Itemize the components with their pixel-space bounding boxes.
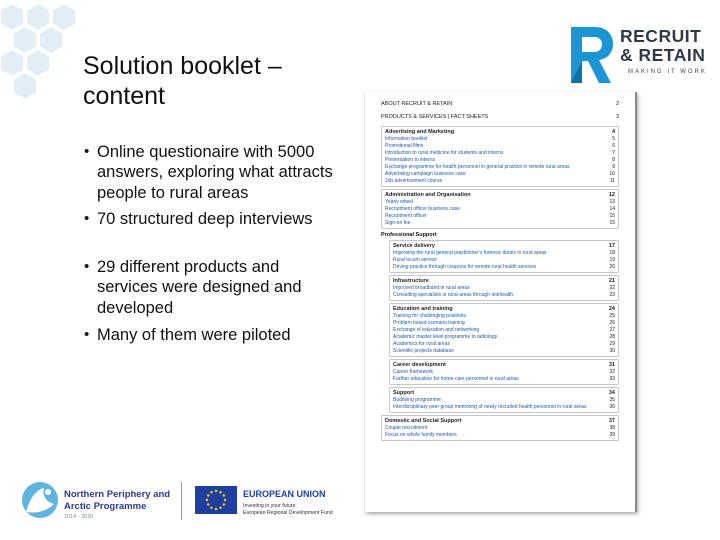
toc-entry-label: Exchange programme for health personnel in general practice in remote rural areas: [385, 164, 570, 170]
toc-entry-page-number: 35: [609, 397, 615, 403]
toc-section-heading: [393, 389, 615, 397]
toc-entry: [393, 285, 615, 292]
toc-entry: [385, 136, 615, 143]
toc-entry-page-number: 26: [609, 320, 615, 326]
npa-programme-logo-icon: [20, 480, 62, 520]
toc-entry-label: Improved broadband in rural areas: [393, 285, 470, 291]
toc-section-heading-page-number: 24: [608, 306, 615, 312]
toc-entry: [385, 157, 615, 164]
toc-top-entry-label: ABOUT RECRUIT & RETAIN: [381, 101, 453, 107]
toc-section-heading-page-number: 21: [608, 278, 615, 284]
toc-entry: [385, 220, 615, 227]
toc-entry-page-number: 6: [612, 143, 615, 149]
toc-section-heading-page-number: 4: [611, 129, 615, 135]
toc-entry-page-number: 9: [612, 164, 615, 170]
toc-section: [389, 275, 619, 301]
toc-entry-label: Recruitment officer: [385, 213, 427, 219]
toc-top-entry-page-number: 3: [615, 114, 619, 120]
toc-section-heading-label: Support: [393, 390, 415, 396]
toc-entry-label: Yearly wheel: [385, 199, 414, 205]
toc-entry-label: Buddying programme: [393, 397, 441, 403]
booklet-contents-page: [365, 92, 637, 512]
toc-entry-page-number: 23: [609, 292, 615, 298]
toc-entry-page-number: 27: [609, 327, 615, 333]
toc-section-heading-page-number: 12: [608, 192, 615, 198]
npa-programme-name: Northern Periphery and Arctic Programme: [64, 489, 171, 512]
r-letter-logo-icon: [569, 25, 613, 83]
toc-entry-label: Career framework: [393, 369, 434, 375]
toc-entry-page-number: 14: [609, 206, 615, 212]
toc-entry-page-number: 15: [609, 213, 615, 219]
logo-tagline: MAKING IT WORK: [628, 69, 707, 75]
toc-entry-page-number: 29: [609, 341, 615, 347]
toc-entry: [393, 376, 615, 383]
toc-entry-label: Improving the rural general practitioner's forensic duties in rural areas: [393, 250, 547, 256]
toc-entry-page-number: 15: [609, 220, 615, 226]
toc-entry: [393, 369, 615, 376]
toc-section: [381, 126, 619, 187]
toc-section-heading-label: Infrastructure: [393, 278, 429, 284]
toc-entry-page-number: 30: [609, 348, 615, 354]
toc-section: [389, 240, 619, 273]
toc-section-heading: [385, 191, 615, 199]
toc-section-heading-label: Education and training: [393, 306, 453, 312]
toc-entry-page-number: 11: [609, 178, 615, 184]
toc-entry-page-number: 22: [609, 285, 615, 291]
toc-entry-page-number: 33: [609, 376, 615, 382]
toc-entry-label: Scientific projects database: [393, 348, 454, 354]
toc-entry-label: Exchange of education and networking: [393, 327, 480, 333]
toc-entry: [393, 264, 615, 271]
toc-entry-label: Driving practice through coupons for remote rural health services: [393, 264, 537, 270]
toc-entry-page-number: 18: [609, 250, 615, 256]
toc-section: [381, 189, 619, 229]
toc-section-heading-label: Domestic and Social Support: [385, 418, 462, 424]
toc-section-heading-page-number: 17: [608, 243, 615, 249]
toc-entry-label: Focus on whole family members: [385, 432, 457, 438]
toc-entry-label: Interdisciplinary peer group mentoring of newly recruited health personnel in rural areas: [393, 404, 587, 410]
bullet-item: • 70 structured deep interviews: [84, 209, 334, 229]
toc-entry: [385, 206, 615, 213]
toc-entry-page-number: 32: [609, 369, 615, 375]
toc-section: [389, 303, 619, 357]
toc-entry-label: Information booklet: [385, 136, 428, 142]
toc-entry-page-number: 39: [609, 432, 615, 438]
slide-title: Solution booklet – content: [83, 52, 282, 110]
bullet-item: • Many of them were piloted: [84, 325, 334, 345]
toc-section-heading-label: Administration and Organisation: [385, 192, 471, 198]
toc-section-heading-label: Service delivery: [393, 243, 435, 249]
bullet-list: [84, 142, 334, 345]
eu-flag-icon: [195, 486, 237, 514]
eu-subtitle: Investing in your future European Regional Development Fund: [243, 503, 333, 516]
toc-entry: [393, 327, 615, 334]
toc-entry-page-number: 7: [612, 150, 615, 156]
logo-wordmark: RECRUIT & RETAIN: [620, 26, 706, 65]
toc-entry-page-number: 20: [609, 264, 615, 270]
toc-entry-page-number: 5: [612, 136, 615, 142]
toc-entry: [385, 432, 615, 439]
toc-entry-label: Consulting specialists in rural areas through telehealth: [393, 292, 514, 298]
toc-section: [389, 387, 619, 413]
toc-section-heading-page-number: 31: [608, 362, 615, 368]
toc-entry: [393, 348, 615, 355]
toc-entry: [385, 150, 615, 157]
toc-entry: [393, 341, 615, 348]
toc-section-heading-label: Advertising and Marketing: [385, 129, 455, 135]
toc-entry-label: Recruitment officer business case: [385, 206, 460, 212]
toc-entry-label: Promotional films: [385, 143, 424, 149]
toc-entry: [385, 164, 615, 171]
toc-entry: [393, 313, 615, 320]
toc-entry: [393, 320, 615, 327]
toc-top-entry: [381, 113, 619, 121]
toc-section-heading: [393, 305, 615, 313]
toc-entry-label: Further education for home-care personnel in rural areas: [393, 376, 519, 382]
toc-entry: [393, 397, 615, 404]
toc-part-heading: Professional Support: [381, 232, 437, 238]
toc-entry-page-number: 36: [609, 404, 615, 410]
toc-entry: [393, 250, 615, 257]
toc-entry-page-number: 19: [609, 257, 615, 263]
toc-entry-page-number: 10: [609, 171, 615, 177]
toc-section-heading-page-number: 37: [608, 418, 615, 424]
toc-entry-label: Advertising campaign business case: [385, 171, 466, 177]
toc-top-entry: [381, 100, 619, 108]
toc-top-entry-page-number: 2: [615, 101, 619, 107]
toc-entry-page-number: 28: [609, 334, 615, 340]
bullet-item: • 29 different products and services were designed and developed: [84, 257, 334, 318]
toc-section-heading: [385, 417, 615, 425]
toc-entry-label: Academic master level programme in radiology: [393, 334, 498, 340]
table-of-contents: [381, 100, 619, 443]
toc-entry-page-number: 25: [609, 313, 615, 319]
toc-entry: [393, 404, 615, 411]
toc-entry-label: Sign-on fee: [385, 220, 411, 226]
recruit-retain-logo: [567, 23, 707, 85]
toc-section-heading-page-number: 34: [608, 390, 615, 396]
toc-entry-label: Problem based scenario training: [393, 320, 465, 326]
toc-entry: [385, 171, 615, 178]
toc-section-heading: [385, 128, 615, 136]
toc-entry-label: Introduction to rural medicine for students and interns: [385, 150, 504, 156]
toc-section-heading: [393, 361, 615, 369]
toc-entry: [385, 143, 615, 150]
toc-entry: [385, 199, 615, 206]
toc-entry-label: Academics for rural areas: [393, 341, 450, 347]
footer-divider: [181, 482, 182, 520]
toc-section-heading-label: Career development: [393, 362, 446, 368]
toc-section: [389, 359, 619, 385]
npa-programme-years: 2014 - 2020: [64, 514, 94, 520]
toc-entry-page-number: 8: [612, 157, 615, 163]
toc-entry: [385, 425, 615, 432]
eu-title: EUROPEAN UNION: [243, 489, 326, 499]
toc-entry-page-number: 13: [609, 199, 615, 205]
toc-entry-label: Job advertisement course: [385, 178, 443, 184]
bullet-item: • Online questionaire with 5000 answers, exploring what attracts people to rural areas: [84, 142, 334, 203]
toc-professional-support-group: [389, 240, 619, 413]
toc-entry-label: Presentation to interns: [385, 157, 436, 163]
toc-entry-label: Couple recruitment: [385, 425, 428, 431]
toc-entry-page-number: 38: [609, 425, 615, 431]
toc-entry: [393, 292, 615, 299]
toc-entry-label: Training for challenging positions: [393, 313, 466, 319]
toc-top-entry-label: PRODUCTS & SERVICES | FACT SHEETS: [381, 114, 489, 120]
toc-entry: [393, 257, 615, 264]
toc-section-heading: [393, 242, 615, 250]
hexagon-pattern-decoration: [0, 0, 90, 110]
toc-section: [381, 415, 619, 441]
toc-entry-label: Rural locum service: [393, 257, 437, 263]
toc-entry: [385, 213, 615, 220]
toc-entry: [385, 178, 615, 185]
toc-entry: [393, 334, 615, 341]
toc-section-heading: [393, 277, 615, 285]
